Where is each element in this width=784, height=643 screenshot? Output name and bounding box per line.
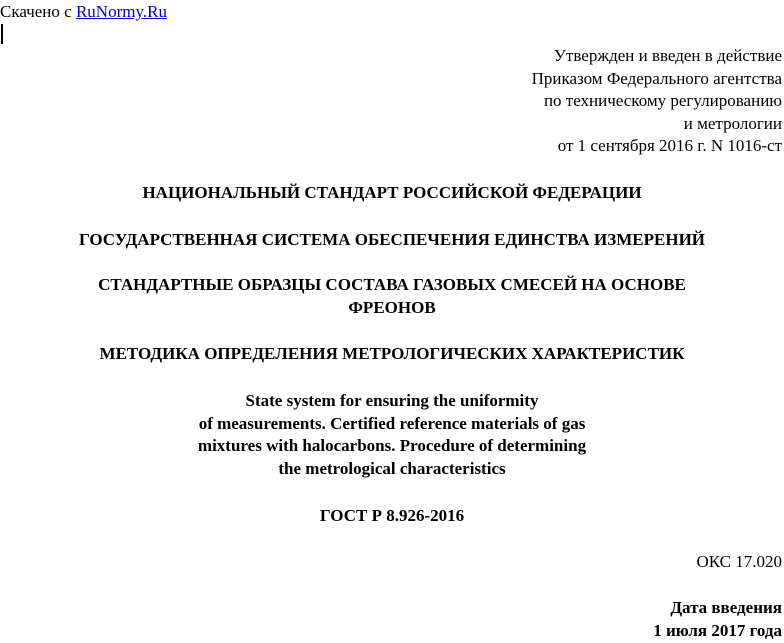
introduction-date: 1 июля 2017 года (653, 621, 782, 640)
introduction-date-label: Дата введения (670, 598, 782, 617)
method-title (0, 343, 784, 366)
approval-line: Утвержден и введен в действие (553, 46, 782, 65)
approval-line: Приказом Федерального агентства (531, 68, 782, 88)
measurement-system-title (0, 229, 784, 252)
national-standard-title (0, 182, 784, 205)
english-title-line: of measurements. Certified reference materials of gas (198, 413, 586, 433)
source-prefix: Скачено с (0, 2, 76, 21)
english-title (0, 390, 784, 480)
text-cursor (1, 24, 3, 44)
standard-designation (0, 505, 784, 528)
standard-designation-text: ГОСТ Р 8.926-2016 (319, 506, 465, 525)
approval-block (532, 45, 782, 158)
subject-title-line: СТАНДАРТНЫЕ ОБРАЗЦЫ СОСТАВА ГАЗОВЫХ СМЕСЕЙ НА ОСНОВЕ (98, 275, 686, 294)
english-title-line: State system for ensuring the uniformity (245, 391, 539, 410)
approval-line: от 1 сентября 2016 г. N 1016-ст (557, 136, 782, 155)
english-title-line: the metrological characteristics (278, 458, 506, 478)
oks-code: ОКС 17.020 (696, 552, 782, 571)
english-title-line: mixtures with halocarbons. Procedure of determining (197, 436, 587, 455)
subject-title-line: ФРЕОНОВ (348, 297, 436, 317)
measurement-system-title-text: ГОСУДАРСТВЕННАЯ СИСТЕМА ОБЕСПЕЧЕНИЯ ЕДИНСТВА ИЗМЕРЕНИЙ (78, 230, 706, 249)
national-standard-title-text: НАЦИОНАЛЬНЫЙ СТАНДАРТ РОССИЙСКОЙ ФЕДЕРАЦИИ (142, 183, 642, 202)
approval-line: и метрологии (683, 113, 782, 133)
source-link[interactable]: RuNormy.Ru (75, 2, 167, 21)
source-line (0, 1, 167, 24)
method-title-text: МЕТОДИКА ОПРЕДЕЛЕНИЯ МЕТРОЛОГИЧЕСКИХ ХАРАКТЕРИСТИК (99, 344, 685, 363)
approval-line: по техническому регулированию (543, 91, 782, 110)
subject-title (0, 274, 784, 319)
